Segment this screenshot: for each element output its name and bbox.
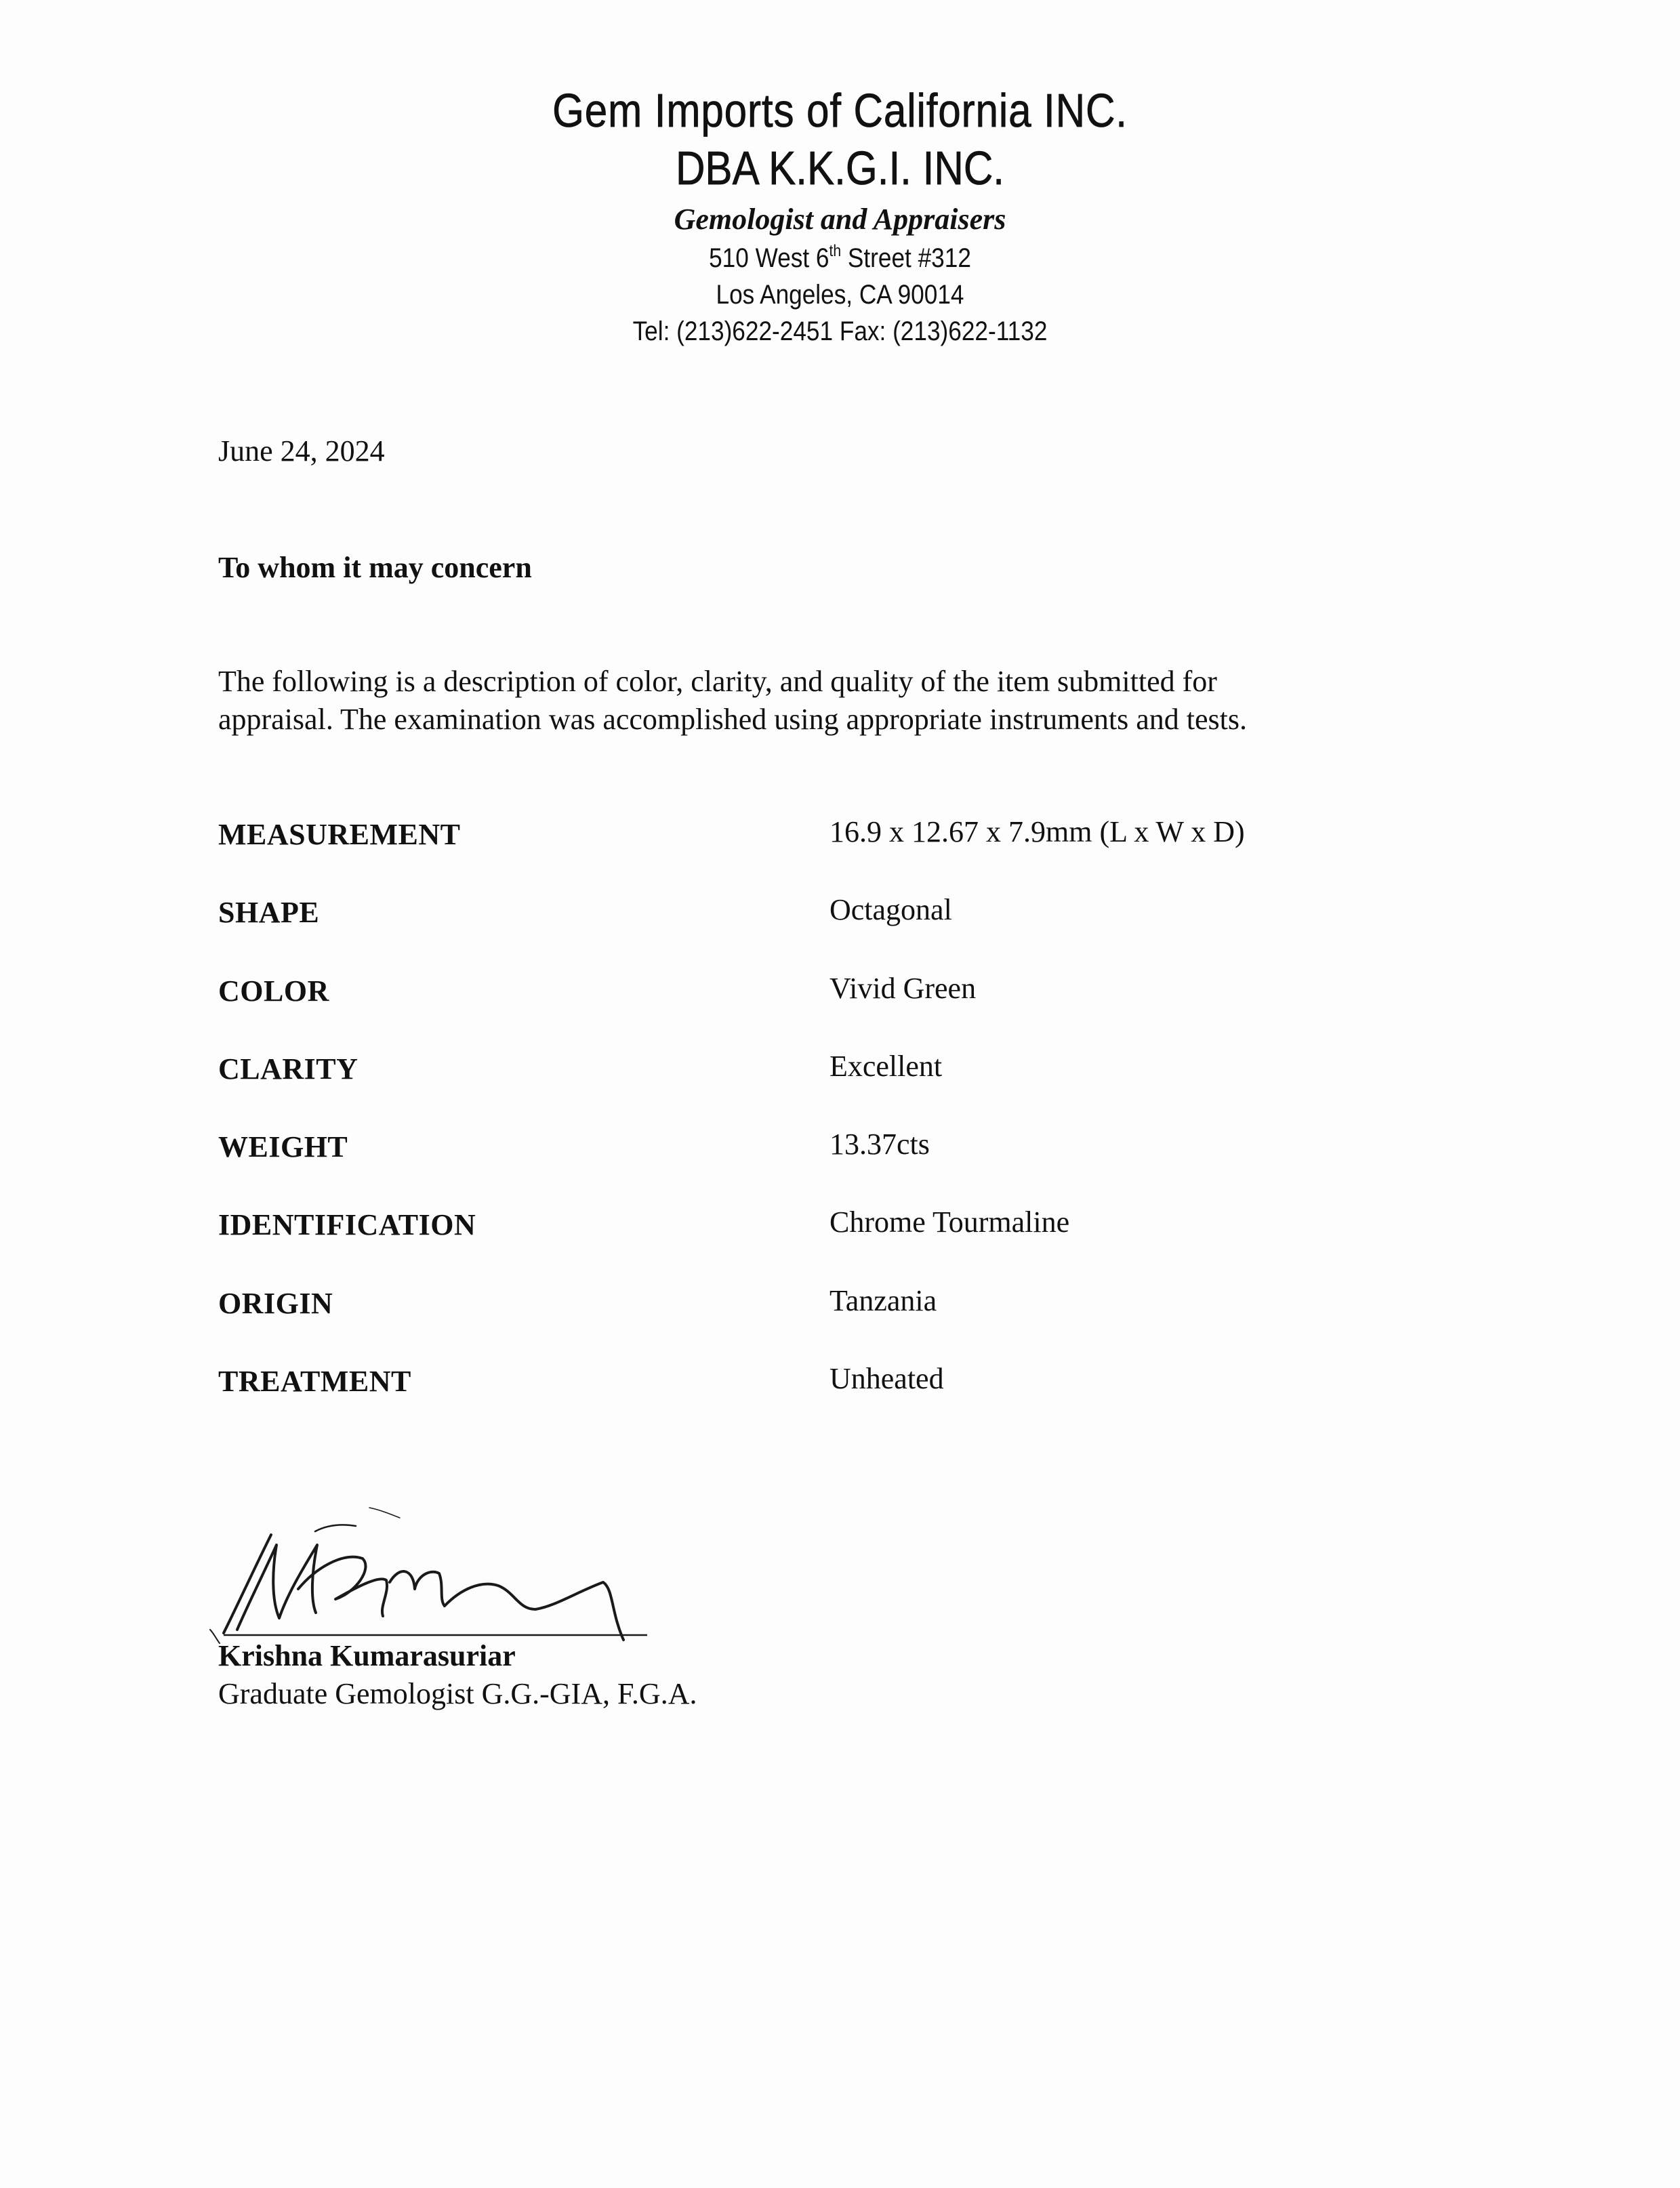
spec-label: SHAPE	[218, 896, 320, 930]
salutation: To whom it may concern	[218, 551, 532, 584]
spec-value: 13.37cts	[829, 1128, 930, 1161]
spec-row-shape	[218, 895, 1438, 973]
signature-stroke	[315, 1525, 356, 1531]
signature-stroke	[224, 1535, 271, 1633]
signatory-name: Krishna Kumarasuriar	[218, 1639, 516, 1672]
spec-row-color	[218, 971, 1438, 1052]
spec-table	[218, 817, 1438, 1442]
signatory-title: Graduate Gemologist G.G.-GIA, F.G.A.	[218, 1677, 697, 1710]
handwritten-signature	[197, 1504, 684, 1660]
company-contact: Tel: (213)622-2451 Fax: (213)622-1132	[632, 316, 1048, 346]
letterhead	[0, 81, 1680, 350]
address-ordinal: th	[829, 242, 842, 260]
company-tagline: Gemologist and Appraisers	[674, 203, 1006, 236]
address-suffix: Street #312	[841, 243, 971, 273]
intro-line-2: appraisal. The examination was accomplished using appropriate instruments and tests.	[218, 703, 1248, 736]
intro-line-1: The following is a description of color, clarity, and quality of the item submitted for	[218, 665, 1217, 698]
spec-label: COLOR	[218, 974, 329, 1008]
spec-label: TREATMENT	[218, 1365, 411, 1399]
signature-stroke	[369, 1508, 400, 1518]
spec-value: Tanzania	[829, 1283, 937, 1317]
spec-label: ORIGIN	[218, 1286, 333, 1320]
spec-row-clarity	[218, 1049, 1438, 1130]
company-name: Gem Imports of California INC.	[552, 84, 1128, 137]
spec-value: Excellent	[829, 1049, 943, 1083]
signature-stroke	[445, 1582, 623, 1640]
spec-row-treatment	[218, 1364, 1438, 1442]
spec-value: Unheated	[829, 1362, 944, 1396]
spec-value: 16.9 x 12.67 x 7.9mm (L x W x D)	[829, 815, 1245, 848]
company-dba: DBA K.K.G.I. INC.	[675, 142, 1005, 194]
spec-label: WEIGHT	[218, 1130, 348, 1164]
spec-row-identification	[218, 1207, 1438, 1285]
spec-row-measurement	[218, 817, 1438, 895]
spec-label: IDENTIFICATION	[218, 1208, 476, 1242]
spec-value: Octagonal	[829, 893, 952, 927]
address-prefix: 510 West 6	[709, 243, 829, 273]
signature-stroke	[237, 1545, 317, 1630]
company-address	[101, 240, 1580, 276]
spec-row-origin	[218, 1283, 1438, 1364]
spec-row-weight	[218, 1130, 1438, 1207]
company-city: Los Angeles, CA 90014	[716, 280, 964, 310]
intro-paragraph	[218, 663, 1425, 739]
signature-stroke	[390, 1571, 445, 1606]
spec-value: Vivid Green	[829, 971, 977, 1005]
letter-date: June 24, 2024	[218, 434, 385, 468]
spec-label: CLARITY	[218, 1052, 358, 1086]
spec-value: Chrome Tourmaline	[829, 1205, 1070, 1239]
spec-label: MEASUREMENT	[218, 818, 461, 851]
